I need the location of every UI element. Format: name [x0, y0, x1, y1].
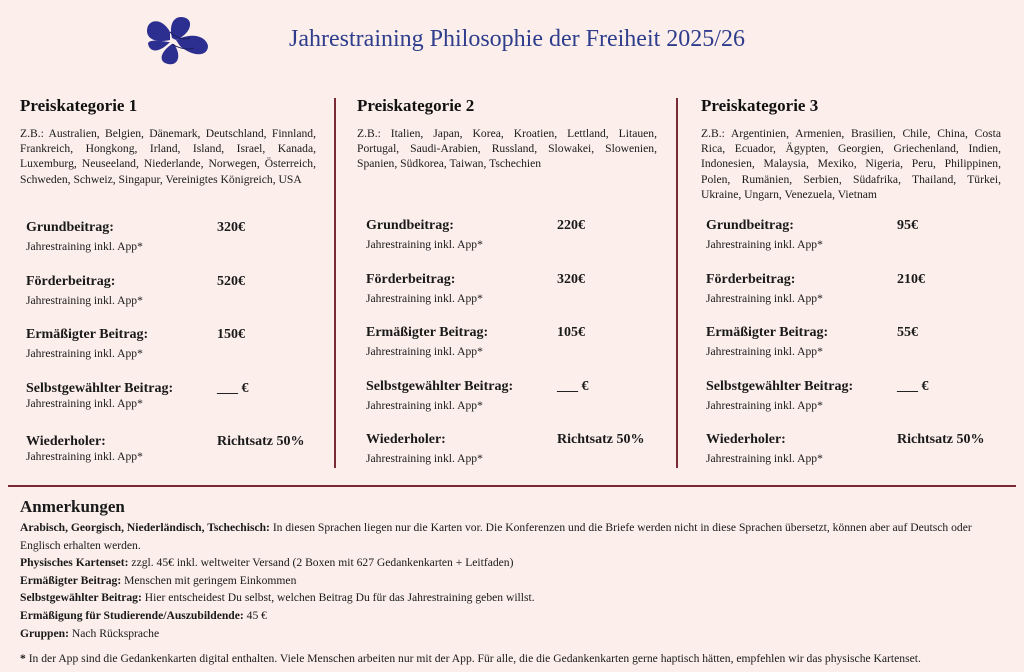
country-list: Z.B.: Australien, Belgien, Dänemark, Deutschland, Finnland, Frankreich, Hongkong, Irland, Island, Israel, Kanada, Luxemburg, Neuseeland, Niederlande, Norwegen, Österreich, Schweden, Schweiz, Singapur, Vereinigtes Königreich, USA: [20, 127, 316, 186]
price-row-foerderbeitrag: [26, 274, 316, 328]
price-sub: Jahrestraining inkl. App*: [706, 291, 823, 305]
price-row-ermaessigt: [26, 327, 316, 381]
footnote-mark: *: [20, 652, 26, 665]
price-label: Förderbeitrag:: [26, 273, 116, 289]
notes-heading: Anmerkungen: [20, 497, 125, 516]
price-label: Selbstgewählter Beitrag:: [26, 380, 174, 396]
price-label: Grundbeitrag:: [366, 218, 454, 233]
column-divider: [676, 98, 678, 468]
note-item: [20, 519, 1010, 554]
price-row-foerderbeitrag: [366, 272, 657, 326]
price-amount: 320€: [557, 271, 585, 287]
price-category-3: [701, 96, 1001, 465]
price-label: Wiederholer:: [706, 432, 786, 447]
notes-section: [20, 497, 1010, 642]
price-sub: Jahrestraining inkl. App*: [366, 452, 483, 465]
price-amount: 520€: [217, 273, 245, 289]
price-row-selbstgewaehlt: [366, 379, 657, 433]
price-label: Förderbeitrag:: [366, 271, 456, 287]
price-amount: 320€: [217, 220, 245, 235]
note-text: 45 €: [243, 608, 267, 622]
price-label: Wiederholer:: [26, 434, 106, 449]
price-amount: 210€: [897, 271, 925, 287]
price-amount: 55€: [897, 325, 918, 340]
price-label: Wiederholer:: [366, 432, 446, 447]
price-row-grundbeitrag: [26, 220, 316, 274]
price-amount: 95€: [897, 218, 918, 233]
price-row-grundbeitrag: [706, 218, 1001, 272]
footnote: [20, 652, 1020, 665]
note-text: zzgl. 45€ inkl. weltweiter Versand (2 Boxen mit 627 Gedankenkarten + Leitfaden): [128, 556, 514, 570]
note-text: Menschen mit geringem Einkommen: [121, 573, 297, 587]
price-row-ermaessigt: [706, 325, 1001, 379]
page-title: Jahrestraining Philosophie der Freiheit 2025/26: [289, 26, 745, 52]
price-label: Ermäßigter Beitrag:: [26, 327, 149, 342]
price-sub: Jahrestraining inkl. App*: [366, 238, 483, 251]
category-heading: Preiskategorie 1: [20, 96, 138, 115]
price-amount: Richtsatz 50%: [557, 432, 645, 447]
price-category-2: [357, 96, 657, 465]
column-divider: [334, 98, 336, 468]
price-row-wiederholer: [706, 432, 1001, 486]
price-row-wiederholer: [366, 432, 657, 486]
price-category-1: [20, 96, 316, 463]
price-row-selbstgewaehlt: [26, 381, 316, 435]
price-row-wiederholer: [26, 434, 316, 488]
note-item: [20, 625, 1010, 643]
price-row-grundbeitrag: [366, 218, 657, 272]
footnote-text: In der App sind die Gedankenkarten digital enthalten. Viele Menschen arbeiten nur mit der App. Für alle, die die Gedankenkarten gerne haptisch hätten, empfehlen wir das physische Kartenset.: [25, 652, 921, 665]
note-item: [20, 554, 1010, 572]
price-sub: Jahrestraining inkl. App*: [366, 398, 483, 412]
price-label: Grundbeitrag:: [706, 218, 794, 233]
price-label: Selbstgewählter Beitrag:: [366, 378, 514, 394]
note-term: Selbstgewählter Beitrag:: [20, 591, 142, 605]
category-heading: Preiskategorie 3: [701, 96, 819, 115]
price-amount: ___ €: [217, 380, 249, 396]
price-sub: Jahrestraining inkl. App*: [706, 238, 823, 251]
price-amount: 105€: [557, 325, 585, 340]
price-amount: ___ €: [557, 378, 589, 394]
price-sub: Jahrestraining inkl. App*: [366, 345, 483, 358]
price-sub: Jahrestraining inkl. App*: [706, 398, 823, 412]
price-sub: Jahrestraining inkl. App*: [366, 291, 483, 305]
price-sub: Jahrestraining inkl. App*: [26, 347, 143, 360]
price-row-selbstgewaehlt: [706, 379, 1001, 433]
note-text: Nach Rücksprache: [68, 626, 160, 640]
note-term: Ermäßigter Beitrag:: [20, 573, 122, 587]
note-text: In diesen Sprachen liegen nur die Karten vor. Die Konferenzen und die Briefe werden nicht in diese Sprachen übersetzt, können aber auf Deutsch oder Englisch erhalten werden.: [20, 521, 972, 552]
note-term: Gruppen:: [20, 626, 69, 640]
price-sub: Jahrestraining inkl. App*: [26, 450, 143, 463]
section-divider: [8, 485, 1016, 487]
country-list: Z.B.: Argentinien, Armenien, Brasilien, Chile, China, Costa Rica, Ecuador, Ägypten, Georgien, Griechenland, Indien, Indonesien, Malaysia, Mexiko, Nigeria, Peru, Philippinen, Polen, Rumänien, Serbien, Südafrika, Thailand, Türkei, Ukraine, Ungarn, Venezuela, Vietnam: [701, 127, 1001, 201]
note-item: [20, 572, 1010, 590]
price-label: Ermäßigter Beitrag:: [366, 325, 489, 340]
price-label: Förderbeitrag:: [706, 271, 796, 287]
note-term: Arabisch, Georgisch, Niederländisch, Tschechisch:: [20, 521, 270, 534]
price-amount: 150€: [217, 327, 245, 342]
price-label: Selbstgewählter Beitrag:: [706, 378, 854, 394]
price-sub: Jahrestraining inkl. App*: [706, 452, 823, 465]
price-sub: Jahrestraining inkl. App*: [26, 293, 143, 307]
note-text: Hier entscheidest Du selbst, welchen Beitrag Du für das Jahrestraining geben willst.: [141, 591, 535, 605]
price-row-ermaessigt: [366, 325, 657, 379]
price-amount: Richtsatz 50%: [897, 432, 985, 447]
price-sub: Jahrestraining inkl. App*: [26, 240, 143, 253]
price-row-foerderbeitrag: [706, 272, 1001, 326]
price-sub: Jahrestraining inkl. App*: [26, 396, 143, 410]
note-item: [20, 589, 1010, 607]
price-amount: ___ €: [897, 378, 929, 394]
country-list: Z.B.: Italien, Japan, Korea, Kroatien, Lettland, Litauen, Portugal, Saudi-Arabien, Russland, Slowakei, Slowenien, Spanien, Südkorea, Taiwan, Tschechien: [357, 127, 657, 171]
note-term: Ermäßigung für Studierende/Auszubildende:: [20, 608, 244, 622]
price-amount: 220€: [557, 218, 585, 233]
price-label: Ermäßigter Beitrag:: [706, 325, 829, 340]
price-amount: Richtsatz 50%: [217, 434, 305, 449]
note-item: [20, 607, 1010, 625]
price-sub: Jahrestraining inkl. App*: [706, 345, 823, 358]
category-heading: Preiskategorie 2: [357, 96, 475, 115]
note-term: Physisches Kartenset:: [20, 556, 129, 570]
price-label: Grundbeitrag:: [26, 220, 114, 235]
